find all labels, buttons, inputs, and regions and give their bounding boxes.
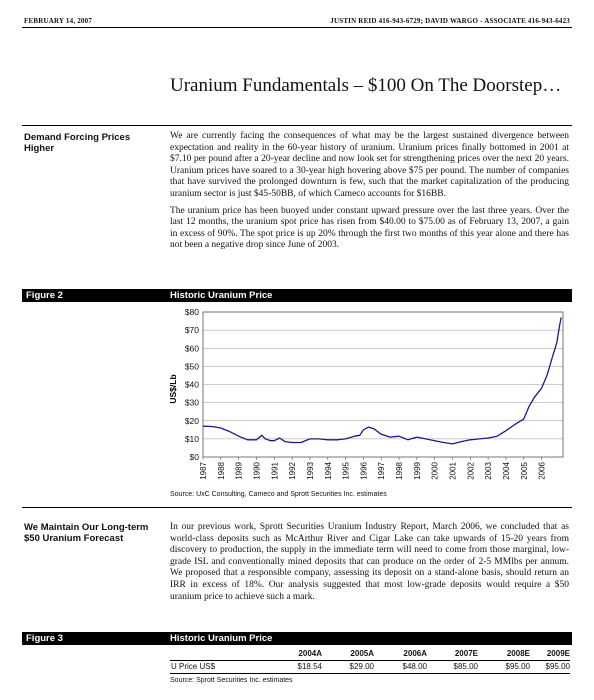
title-rule (22, 125, 572, 126)
table-cell: $95.00 (545, 662, 570, 671)
price-line (203, 317, 561, 444)
table-cell: $85.00 (453, 662, 478, 671)
y-axis-label: US$/Lb (168, 374, 178, 404)
uranium-price-chart (165, 304, 575, 492)
x-tick-label: 1999 (412, 462, 422, 480)
y-tick-labels (185, 307, 199, 462)
analyst-contacts: JUSTIN REID 416-943-6729; DAVID WARGO - ASSOCIATE 416-943-6423 (330, 17, 570, 25)
x-tick-label: 1993 (305, 462, 315, 480)
x-tick-label: 1990 (252, 462, 262, 480)
x-tick-label: 1988 (216, 462, 226, 480)
section-heading-forecast: We Maintain Our Long-term $50 Uranium Forecast (24, 522, 149, 544)
x-tick-label: 1989 (234, 462, 244, 480)
x-tick-label: 2000 (430, 462, 440, 480)
section-body-demand (170, 131, 569, 252)
y-tick-label: $40 (184, 379, 199, 390)
x-tick-label: 1987 (199, 462, 208, 480)
paragraph: The uranium price has been buoyed under constant upward pressure over the last three years. Over the last 12 months, the uranium spot price has risen from $40.00 to $75.00 as of February 13, 2007, a gain in excess of 90%. The spot price is up 20% through the first two months of this year alone and there has not been a negative drop since June of 2003. (170, 205, 569, 251)
uranium-price-table (170, 648, 570, 674)
header-rule (22, 27, 572, 28)
row-label: U Price US$ (171, 662, 216, 671)
column-header: 2006A (403, 649, 427, 658)
paragraph: In our previous work, Sprott Securities Uranium Industry Report, March 2006, we concluded that as world-class deposits such as McArthur River and Cigar Lake can take upwards of 15-20 years from discovery to production, the supply in the immediate term will need to come from those marginal, low-grade ISL and conventionally mined deposits that can produce on the order of 2-5 MMlbs per annum. We proposed that a responsible company, assessing its deposit on a stand-alone basis, should return an IRR in excess of 18%. Our analysis suggested that most low-grade deposits would require a $50 uranium price to achieve such a mark. (170, 522, 569, 602)
y-tick-label: $70 (184, 325, 199, 336)
figure-label: Figure 3 (26, 633, 63, 644)
x-tick-label: 2001 (448, 462, 458, 480)
page-title: Uranium Fundamentals – $100 On The Doorstep… (170, 75, 562, 96)
figure-2-rule (22, 507, 572, 508)
x-tick-label: 1991 (270, 462, 280, 480)
column-header: 2008E (506, 649, 530, 658)
y-tick-label: $80 (184, 307, 199, 317)
table-header-row (170, 648, 570, 661)
figure-3-source: Source: Sprott Securities Inc. estimates (170, 677, 293, 684)
table-row (170, 661, 570, 673)
x-tick-label: 1998 (395, 462, 405, 480)
table-bottom-rule (170, 673, 570, 674)
x-tick-label: 1996 (359, 462, 369, 480)
report-date: FEBRUARY 14, 2007 (24, 17, 93, 25)
y-tick-label: $20 (184, 415, 199, 426)
y-tick-label: $50 (184, 361, 199, 372)
x-tick-label: 1992 (288, 462, 298, 480)
y-tick-label: $30 (184, 397, 199, 408)
table-cell: $48.00 (402, 662, 427, 671)
x-tick-label: 1997 (377, 462, 387, 480)
x-tick-label: 2006 (537, 462, 547, 480)
paragraph: We are currently facing the consequences of what may be the largest sustained divergence between expectation and reality in the 60-year history of uranium. Uranium prices finally bottomed in 2001 at $7.10 per pound after a 20-year decline and now look set for strengthening prices over the next 20 years. Uranium prices have soared to a 30-year high hovering above $75 per pound. The number of companies that have survived the prolonged downturn is few, such that the market capitalization of the producing uranium sector is just $45-50BB, of which Cameco accounts for $16BB. (170, 131, 569, 199)
chart-grid (203, 312, 563, 439)
x-tick-label: 2003 (484, 462, 494, 480)
y-tick-label: $60 (184, 343, 199, 354)
figure-title: Historic Uranium Price (170, 633, 273, 644)
x-tick-label: 2004 (501, 462, 511, 480)
table-cell: $18.54 (297, 662, 322, 671)
chart-axes (203, 312, 563, 460)
table-cell: $95.00 (505, 662, 530, 671)
figure-2-bar (22, 289, 572, 302)
x-tick-label: 2002 (466, 462, 476, 480)
figure-label: Figure 2 (26, 290, 63, 301)
section-heading-demand: Demand Forcing Prices Higher (24, 132, 131, 154)
figure-2-source: Source: UxC Consulting, Cameco and Sprott Securities Inc. estimates (170, 491, 387, 498)
table-cell: $29.00 (349, 662, 374, 671)
figure-3-bar (22, 632, 572, 645)
column-header: 2005A (350, 649, 374, 658)
figure-title: Historic Uranium Price (170, 290, 273, 301)
column-header: 2004A (298, 649, 322, 658)
x-tick-label: 1995 (341, 462, 351, 480)
column-header: 2009E (546, 649, 570, 658)
y-tick-label: $0 (189, 452, 199, 462)
x-tick-labels (199, 461, 547, 479)
x-tick-label: 2005 (519, 462, 529, 480)
x-tick-label: 1994 (323, 462, 333, 480)
chart-series (203, 317, 561, 444)
column-header: 2007E (454, 649, 478, 658)
section-body-forecast (170, 522, 569, 603)
y-tick-label: $10 (184, 433, 199, 444)
